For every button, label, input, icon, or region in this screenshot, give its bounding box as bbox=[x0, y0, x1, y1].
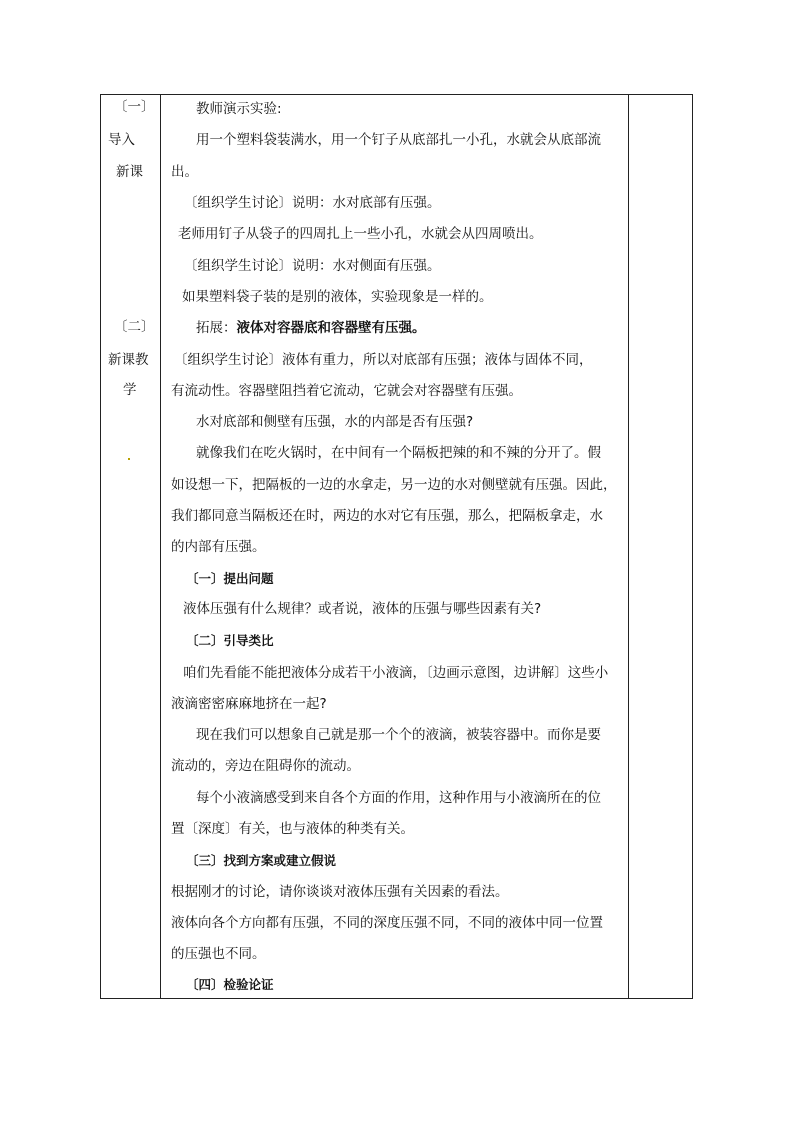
paragraph-line: 的压强也不同。 bbox=[171, 946, 266, 962]
paragraph-line: 教师演示实验: bbox=[196, 101, 282, 117]
section2-name-line2: 学 bbox=[123, 382, 137, 398]
paragraph-line: 每个小液滴感受到来自各个方面的作用，这种作用与小液滴所在的位 bbox=[196, 790, 601, 806]
subheading-3: 〔三〕找到方案或建立假说 bbox=[186, 853, 337, 868]
paragraph-line: 液体压强有什么规律？或者说，液体的压强与哪些因素有关? bbox=[183, 601, 542, 617]
paragraph-line: 用一个塑料袋装满水，用一个钉子从底部扎一小孔，水就会从底部流 bbox=[196, 132, 601, 148]
paragraph-line: 就像我们在吃火锅时，在中间有一个隔板把辣的和不辣的分开了。假 bbox=[196, 445, 601, 461]
paragraph-line: 现在我们可以想象自己就是那一个个的液滴，被装容器中。而你是要 bbox=[196, 727, 601, 743]
paragraph-line: 如果塑料袋子装的是别的液体，实验现象是一样的。 bbox=[182, 289, 493, 305]
paragraph-line: 液体向各个方向都有压强，不同的深度压强不同，不同的液体中同一位置 bbox=[171, 915, 603, 931]
paragraph-line: 〔组织学生讨论〕说明：水对侧面有压强。 bbox=[184, 258, 441, 274]
section2-number: 〔二〕 bbox=[114, 319, 155, 335]
paragraph-line: 置〔深度〕有关，也与液体的种类有关。 bbox=[171, 821, 414, 837]
subheading-4: 〔四〕检验论证 bbox=[186, 977, 274, 992]
subheading-2: 〔二〕引导类比 bbox=[186, 633, 274, 648]
column-divider-right bbox=[628, 94, 629, 999]
section1-name-line1: 导入 bbox=[108, 132, 135, 148]
section1-number: 〔一〕 bbox=[114, 99, 155, 115]
paragraph-line: 如设想一下，把隔板的一边的水拿走，另一边的水对侧壁就有压强。因此， bbox=[171, 477, 617, 493]
paragraph-line: 咱们先看能不能把液体分成若干小液滴，〔边画示意图，边讲解〕这些小 bbox=[183, 665, 609, 681]
paragraph-line: 〔组织学生讨论〕液体有重力，所以对底部有压强；液体与固体不同， bbox=[174, 352, 593, 368]
paragraph-line: 老师用钉子从袋子的四周扎上一些小孔，水就会从四周喷出。 bbox=[178, 226, 543, 242]
extension-line bbox=[196, 322, 426, 336]
stray-mark bbox=[128, 458, 130, 460]
extension-emphasis: 液体对容器底和容器壁有压强。 bbox=[236, 320, 426, 336]
section1-name-line2: 新课 bbox=[116, 164, 143, 180]
paragraph-line: 液滴密密麻麻地挤在一起? bbox=[171, 696, 327, 712]
paragraph-line: 水对底部和侧壁有压强，水的内部是否有压强? bbox=[196, 414, 474, 430]
paragraph-line: 出。 bbox=[171, 164, 198, 180]
paragraph-line: 有流动性。容器壁阻挡着它流动，它就会对容器壁有压强。 bbox=[171, 383, 522, 399]
subheading-1: 〔一〕提出问题 bbox=[186, 571, 274, 586]
paragraph-line: 〔组织学生讨论〕说明：水对底部有压强。 bbox=[184, 195, 441, 211]
section2-name-line1: 新课教 bbox=[108, 352, 149, 368]
paragraph-line: 我们都同意当隔板还在时，两边的水对它有压强，那么，把隔板拿走，水 bbox=[171, 508, 603, 524]
column-divider-left bbox=[160, 94, 161, 999]
paragraph-line: 流动的，旁边在阻碍你的流动。 bbox=[171, 758, 360, 774]
paragraph-line: 根据刚才的讨论，请你谈谈对液体压强有关因素的看法。 bbox=[171, 884, 509, 900]
extension-prefix: 拓展： bbox=[196, 320, 237, 336]
paragraph-line: 的内部有压强。 bbox=[171, 539, 266, 555]
